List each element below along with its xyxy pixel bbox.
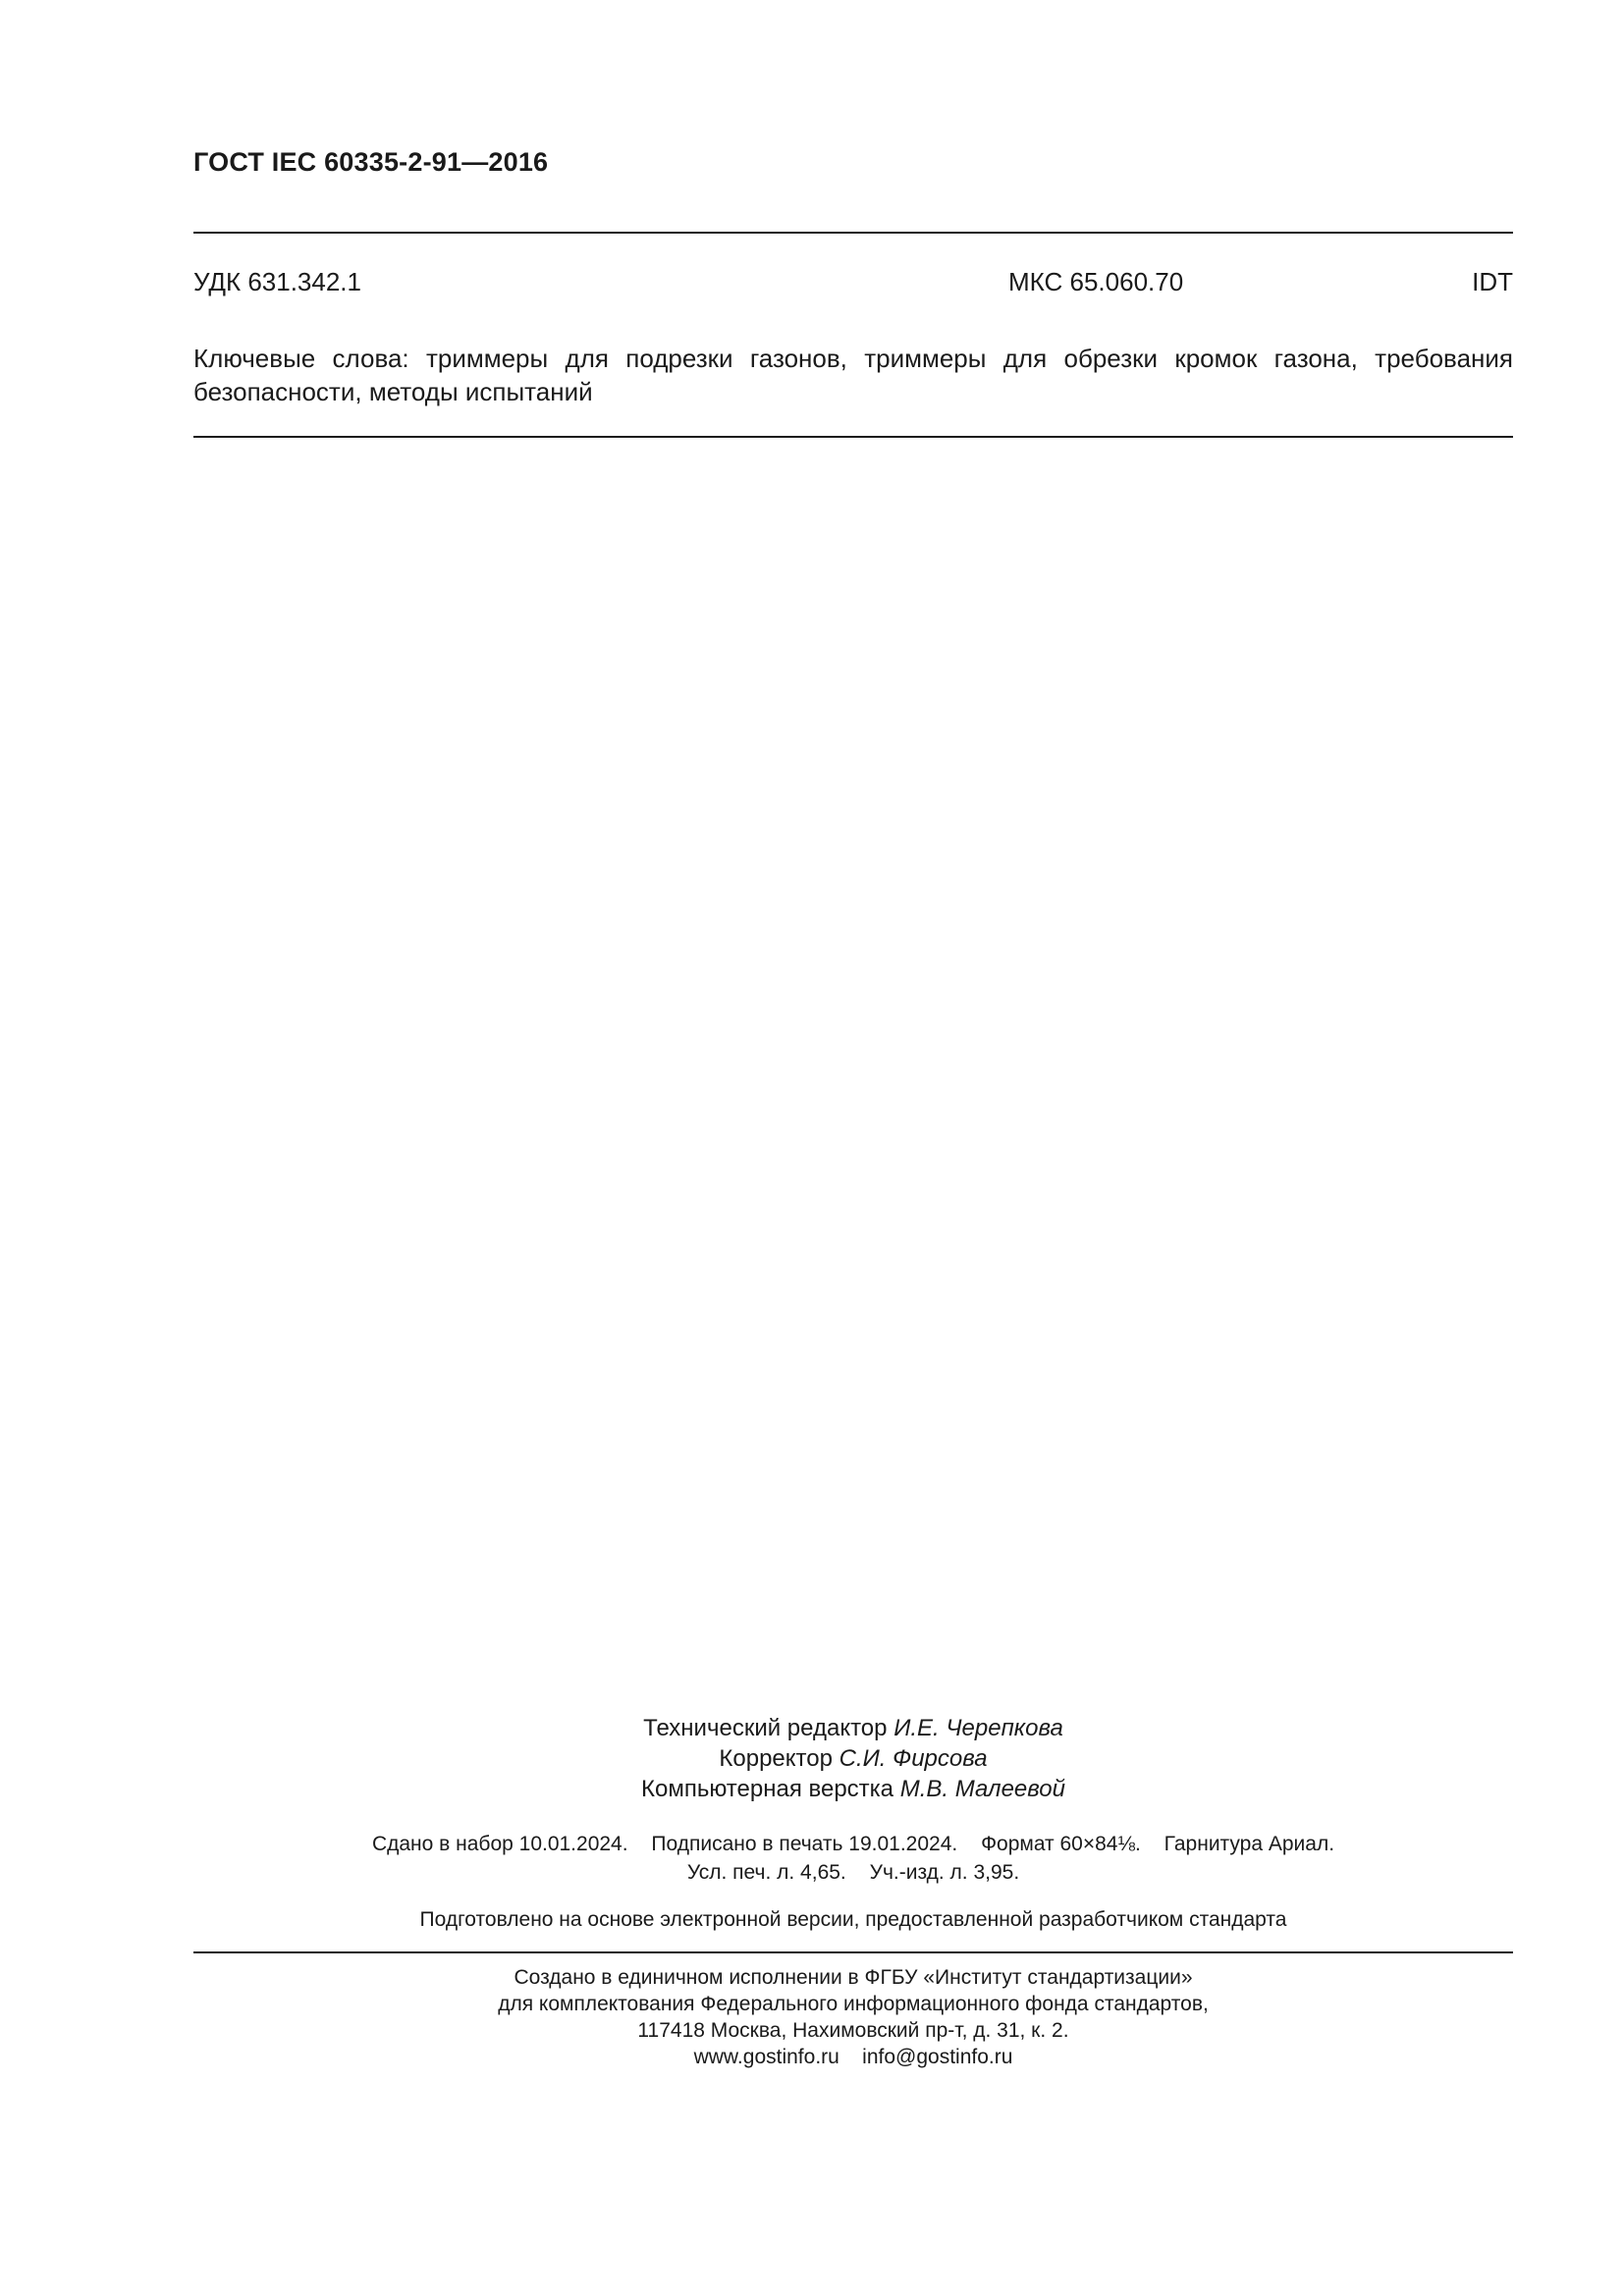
footer-contacts — [193, 2044, 1513, 2070]
credits-block — [193, 1713, 1513, 1804]
layout-name: М.В. Малеевой — [899, 1776, 1065, 1802]
tech-editor-name: И.Е. Черепкова — [893, 1715, 1063, 1741]
print-info-line-2 — [193, 1858, 1513, 1887]
idt-marker: IDT — [1472, 267, 1513, 296]
document-code: ГОСТ IEC 60335-2-91—2016 — [193, 147, 549, 177]
signed-date: Подписано в печать 19.01.2024. — [651, 1833, 958, 1855]
footer-line-2: для комплектования Федерального информационного фонда стандартов, — [498, 1993, 1209, 2015]
print-info-block — [193, 1830, 1513, 1887]
submitted-date: Сдано в набор 10.01.2024. — [371, 1833, 628, 1855]
footer-line-3: 117418 Москва, Нахимовский пр-т, д. 31, к. 2. — [637, 2019, 1069, 2042]
typeface: Гарнитура Ариал. — [1164, 1833, 1335, 1855]
footer-divider — [193, 1951, 1513, 1953]
footer-line-1: Создано в единичном исполнении в ФГБУ «Институт стандартизации» — [514, 1966, 1193, 1989]
mks-code: МКС 65.060.70 — [1008, 267, 1184, 296]
tech-editor-label: Технический редактор — [643, 1715, 888, 1741]
keywords-text: Ключевые слова: триммеры для подрезки газонов, триммеры для обрезки кромок газона, требования безопасности, методы испытаний — [193, 344, 1513, 406]
layout-label: Компьютерная верстка — [641, 1776, 894, 1802]
keywords-divider — [193, 436, 1513, 438]
email-link[interactable]: info@gostinfo.ru — [862, 2046, 1013, 2068]
paper-format: Формат 60×84⅛. — [981, 1833, 1141, 1855]
website-link[interactable]: www.gostinfo.ru — [693, 2046, 839, 2068]
corrector-line — [193, 1743, 1513, 1774]
udk-code: УДК 631.342.1 — [193, 267, 361, 296]
top-divider — [193, 232, 1513, 234]
print-info-line-1 — [193, 1830, 1513, 1858]
corrector-label: Корректор — [719, 1745, 833, 1772]
tech-editor-line — [193, 1713, 1513, 1743]
corrector-name: С.И. Фирсова — [839, 1745, 988, 1772]
printed-sheets: Усл. печ. л. 4,65. — [686, 1861, 846, 1884]
edition-sheets: Уч.-изд. л. 3,95. — [869, 1861, 1020, 1884]
prepared-note: Подготовлено на основе электронной версии, предоставленной разработчиком стандарта — [419, 1908, 1287, 1931]
publisher-footer — [193, 1964, 1513, 2070]
layout-line — [193, 1774, 1513, 1804]
